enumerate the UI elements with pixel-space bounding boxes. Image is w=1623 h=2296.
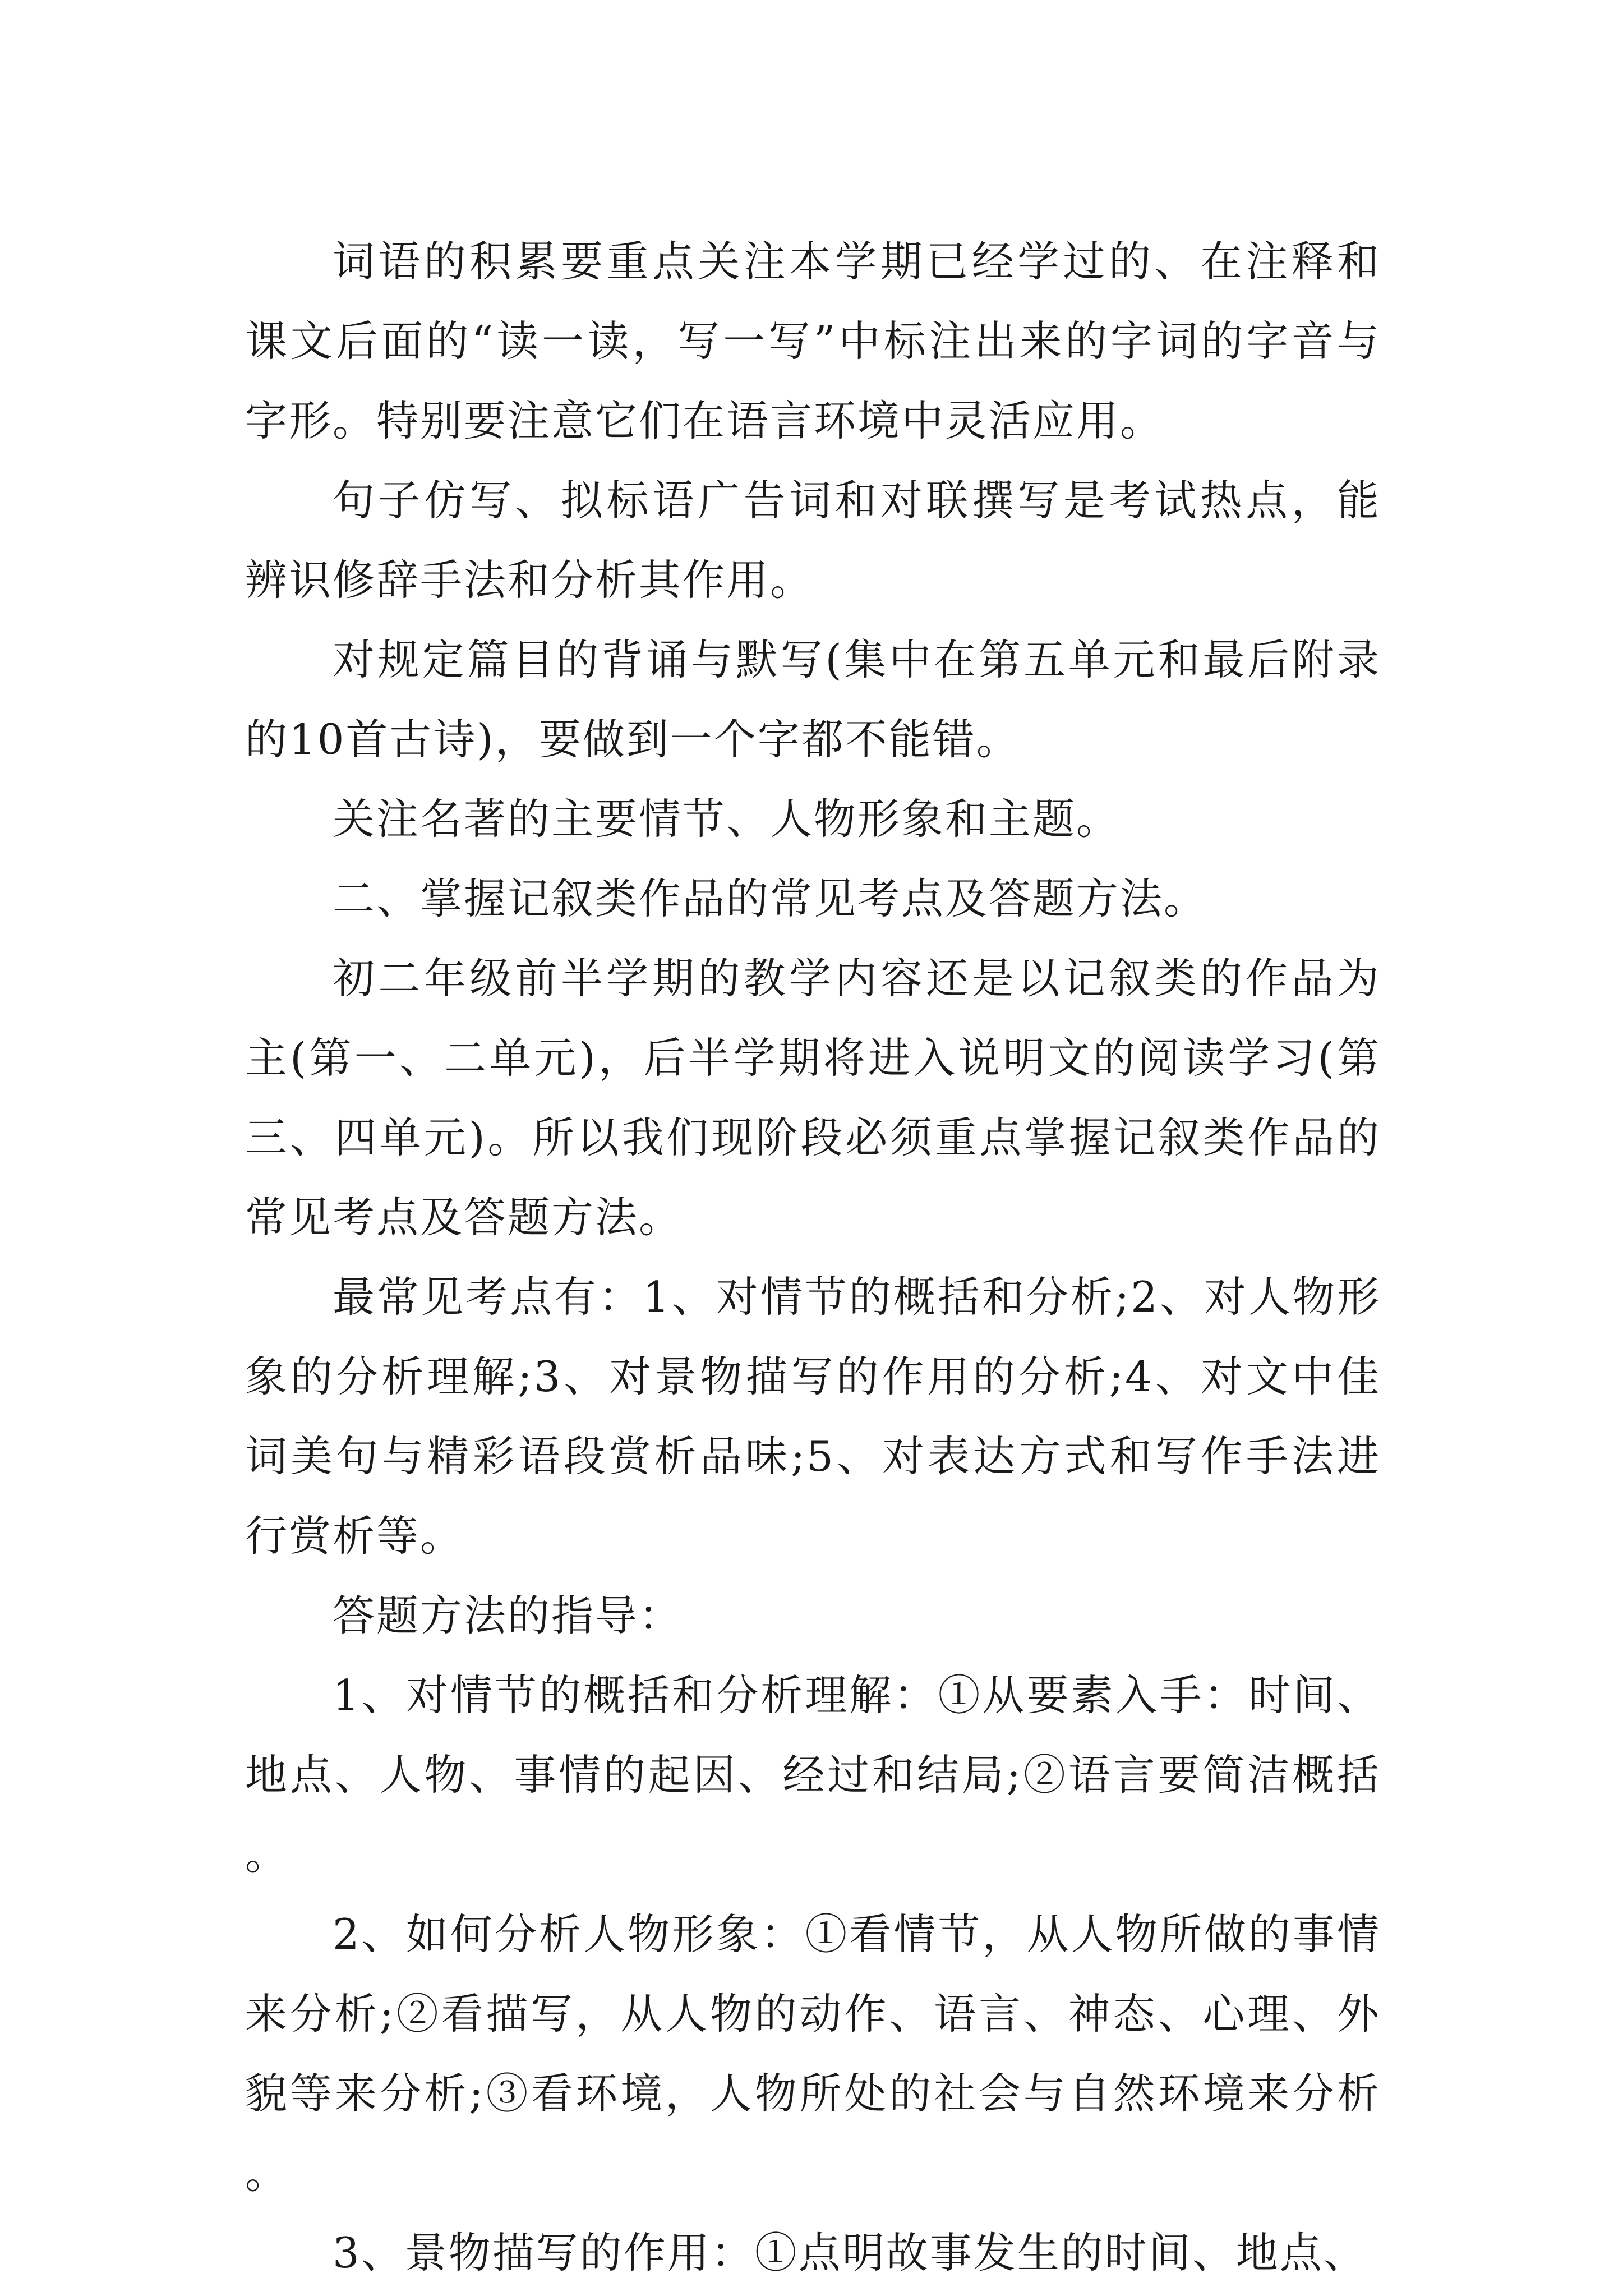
- paragraph-recitation: 对规定篇目的背诵与默写(集中在第五单元和最后附录的10首古诗)，要做到一个字都不能错。: [245, 635, 1381, 764]
- paragraph-classics: 关注名著的主要情节、人物形象和主题。: [333, 794, 1121, 844]
- paragraph-answer-guidance-heading: 答题方法的指导：: [333, 1591, 683, 1640]
- paragraph-character-analysis: 2、如何分析人物形象：①看情节，从人物所做的事情来分析;②看描写，从人物的动作、语言、神态、心理、外貌等来分析;③看环境，人物所处的社会与自然环境来分析。: [245, 1910, 1381, 2198]
- paragraph-plot-summary: 1、对情节的概括和分析理解：①从要素入手：时间、地点、人物、事情的起因、经过和结局;②语言要简洁概括。: [245, 1671, 1381, 1879]
- paragraph-sentence-imitation: 句子仿写、拟标语广告词和对联撰写是考试热点，能辨识修辞手法和分析其作用。: [245, 476, 1381, 605]
- paragraph-common-test-points: 最常见考点有：1、对情节的概括和分析;2、对人物形象的分析理解;3、对景物描写的作用的分析;4、对文中佳词美句与精彩语段赏析品味;5、对表达方式和写作手法进行赏析等。: [245, 1272, 1381, 1561]
- document-body: [245, 222, 1381, 2293]
- paragraph-scenery-description: 3、景物描写的作用：①点明故事发生的时间、地点、: [333, 2228, 1367, 2277]
- section-heading-narrative: 二、掌握记叙类作品的常见考点及答题方法。: [333, 874, 1208, 923]
- paragraph-teaching-content: 初二年级前半学期的教学内容还是以记叙类的作品为主(第一、二单元)，后半学期将进入说明文的阅读学习(第三、四单元)。所以我们现阶段必须重点掌握记叙类作品的常见考点及答题方法。: [245, 954, 1381, 1242]
- paragraph-vocabulary: 词语的积累要重点关注本学期已经学过的、在注释和课文后面的“读一读，写一写”中标注出来的字词的字音与字形。特别要注意它们在语言环境中灵活应用。: [245, 237, 1381, 445]
